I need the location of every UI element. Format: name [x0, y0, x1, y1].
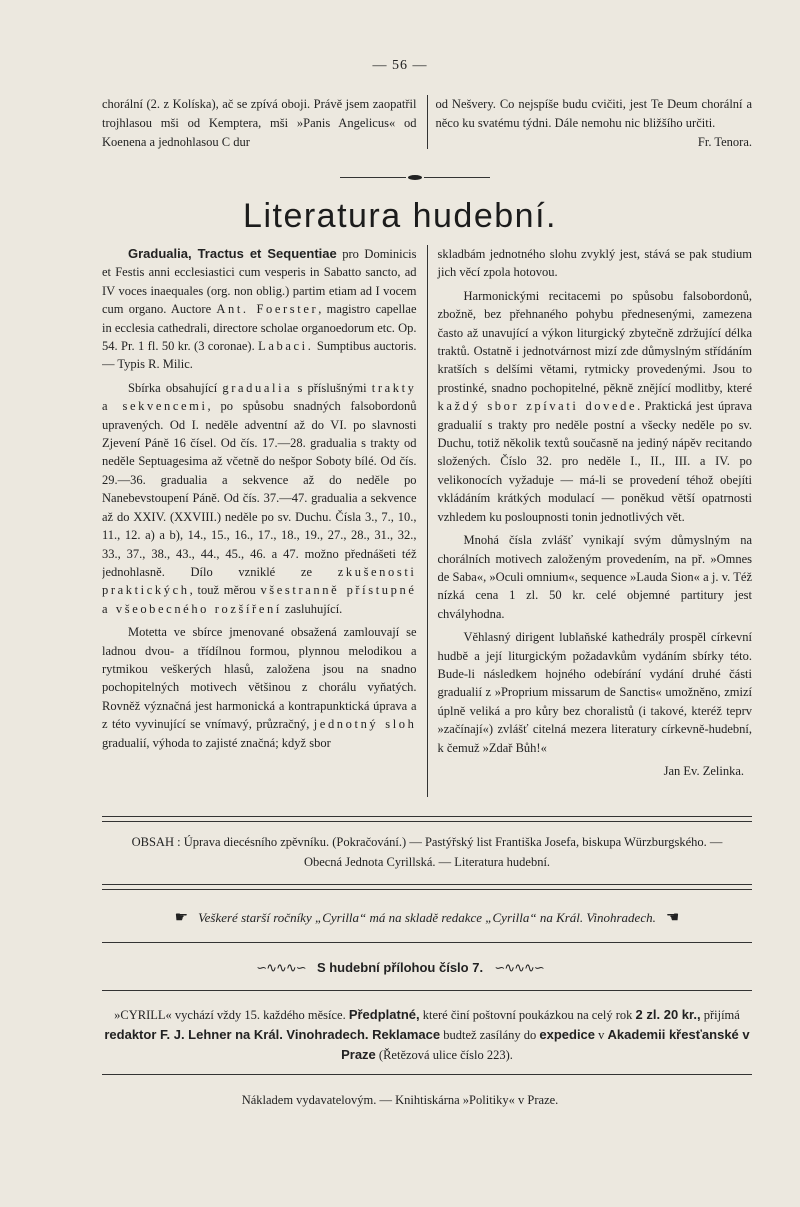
continuation-signature: Fr. Tenora.: [697, 135, 752, 149]
page-number: — 56 —: [372, 58, 428, 73]
music-supplement-notice: [0, 960, 800, 976]
double-rule: [102, 884, 752, 890]
rule: [102, 942, 752, 943]
review-right-column: [428, 245, 753, 797]
double-rule: [102, 816, 752, 822]
previous-article-continuation: [102, 95, 752, 155]
rule: [102, 990, 752, 991]
subscription-info: »CYRILL« vychází vždy 15. každého měsíce. Předplatné, které činí poštovní poukázkou na celý rok 2 zl. 20 kr., přijímá redaktor F. J. Lehner na Král. Vinohradech. Reklamace budtež zasílány do expedice v Akademii křesťanské v Praze (Řetězová ulice číslo 223).: [104, 1007, 750, 1062]
continuation-right-text: od Nešvery. Co nejspíše budu cvičiti, jest Te Deum chorální a něco ku svatému týdni. Dále nemohu nic bližšího určiti.: [435, 97, 752, 130]
flourish-icon: ∽∿∿∿∽: [256, 960, 306, 975]
pointing-hand-left-icon: ☚: [665, 910, 680, 926]
review-paragraph: skladbám jednotného slohu zvyklý jest, stává se pak studium jich věcí zpola hotovou.: [437, 247, 752, 280]
printer-imprint: Nákladem vydavatelovým. — Knihtiskárna »Politiky« v Praze.: [241, 1093, 559, 1107]
section-divider-ornament: [340, 175, 490, 179]
continuation-right-column: [428, 95, 753, 155]
flourish-icon: ∽∿∿∿∽: [494, 960, 544, 975]
review-paragraph: Harmonickými recitacemi po spůsobu falsobordonů, zbožně, bez přehnaného pohybu přednesenými, zamezena často až unavující a výkon liturgický zbytečně zdržující délka traktů. Ostatně i jednotvárnost mizí zde důmyslným střídáním kratších s delšími větami, rytmicky provedenými. Jsou to prostinké, snadno pochopitelné, pěkně znějící modlitby, které každý sbor zpívati dovede. Praktická jest úprava gradualií s trakty pro neděle postní a všecky neděle po sv. Duchu, totiž několik textů současně na jediný nápěv recitando složených. Číslo 32. pro neděle I., II., III. a IV. po velikonocích vyžaduje — má-li se provedení téhož obejíti vkládáním krátkých modulací — poněkud větší opatrnosti vzhledem ku posloupnosti tonin jednotlivých vět.: [437, 288, 752, 524]
back-issues-notice: [102, 908, 752, 927]
entry-title: Gradualia, Tractus et Sequentiae: [128, 246, 337, 261]
review-paragraph: Věhlasný dirigent lublaňské kathedrály prospěl církevní hudbě a její liturgickým požadavkům vydáním sbírky této. Bude-li následkem hojného odebírání vydání druhé části gradualií z »Proprium missarum de Sanctis« umožněno, zmizí úplně veliká a pro kůry bez choralistů (i takové, kteréž teprv »začínají«) zvlášť citelná mezera literatury církevně-hudební, k čemuž »Zdař Bůh!«: [437, 630, 752, 755]
review-paragraph: Mnohá čísla zvlášť vynikají svým důmyslným na chorálních motivech založeným provedením, na př. »Omnes de Saba«, »Oculi omnium«, sequence »Lauda Sion« a j. v. Též nízká cena 1 zl. 50 kr. celé objemné partitury jest chvályhodna.: [437, 533, 752, 621]
review-left-column: [102, 245, 428, 797]
review-paragraph: Sbírka obsahující gradualia s příslušnými trakty a sekvencemi, po spůsobu snadných falsobordonů upravených. Od I. neděle adventní až do VI. po slavnosti Zjevení Páně 16 čísel. Od čís. 17.—28. gradualia s trakty od neděle Septuagesima až včetně do nešpor Soboty bílé. Od čís. 29.—36. gradualia a sekvence až do neděle po Nanebevstoupení Páně. Od čís. 37.—47. gradualia a sekvence až do XXIV. (XXVIII.) neděle po sv. Duchu. Čísla 3., 7., 10., 11., 12. a) a b), 14., 15., 16., 17., 18., 19., 27., 28., 31., 32., 33., 37., 38., 43., 44., 45., 46. a 47. možno přednášeti též jednohlasně. Dílo vzniklé ze zkušenosti praktických, touž měrou všestranně přístupné a všeobecného rozšíření zasluhující.: [102, 380, 417, 616]
table-of-contents: OBSAH : Úprava diecésního zpěvníku. (Pokračování.) — Pastýřský list Františka Josefa, biskupa Würzburgského. — Obecná Jednota Cyrillská. — Literatura hudební.: [131, 835, 723, 869]
section-title: Literatura hudební.: [243, 197, 557, 235]
review-paragraph: Motetta ve sbírce jmenované obsažená zamlouvají se ladnou dvou- a třídílnou formou, plynnou melodikou a rytmikou veškerých hlasů, založena jsou na snadno pochopitelných motivech většinou z chorálu vyňatých. Rovněž význačná jest harmonická a kontrapunktická úprava a z této vyvinující se vnímavý, průzračný, jednotný sloh gradualií, výhoda to zajisté značná; když sbor: [102, 625, 417, 750]
pointing-hand-icon: ☛: [174, 910, 189, 926]
supplement-text: S hudební přílohou číslo 7.: [316, 960, 484, 975]
review-columns: [102, 245, 752, 797]
entry-author: Ant. Foerster: [216, 302, 319, 317]
review-entry: Gradualia, Tractus et Sequentiae pro Dominicis et Festis anni ecclesiastici cum vesperis in Sabatto sancto, ad IV voces inaequales (org. non oblig.) partim etiam ad I vocem cum organo. Auctore Ant. Foerster, magistro capellae in ecclesia cathedrali, directore scholae organoedorum etc. Op. 54. Pr. 1 fl. 50 kr. (3 coronae). Labaci. Sumptibus auctoris. — Typis R. Milic.: [102, 246, 417, 372]
continuation-left-column: chorální (2. z Kolíska), ač se zpívá oboji. Právě jsem zaopatřil trojhlasou mši od Kemptera, mši »Panis Angelicus« od Koenena a jednohlasou C dur: [102, 95, 428, 149]
notice-text: Veškeré starší ročníky „Cyrilla“ má na skladě redakce „Cyrilla“ na Král. Vinohradech.: [198, 909, 656, 925]
rule: [102, 1074, 752, 1075]
review-signature: Jan Ev. Zelinka.: [663, 763, 744, 778]
entry-city: Labaci.: [258, 339, 314, 354]
